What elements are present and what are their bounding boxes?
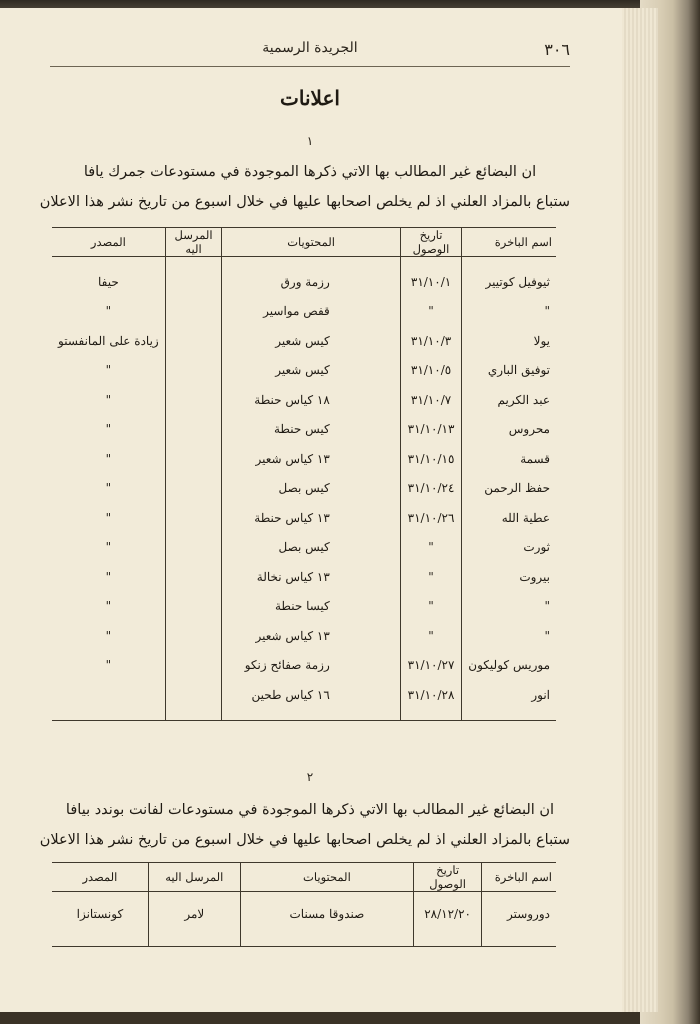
cell-source: " <box>105 392 112 407</box>
table-row <box>52 385 556 415</box>
cell-date: " <box>400 592 462 622</box>
cell-source: " <box>105 451 112 466</box>
cell-ship: عطية الله <box>462 503 556 533</box>
cell-ship: توفيق الباري <box>462 356 556 386</box>
page-header <box>50 38 570 67</box>
header-ship: اسم الباخرة <box>482 863 556 892</box>
header-source: المصدر <box>52 863 148 892</box>
section-title: اعلانات <box>280 86 340 110</box>
cell-ship: محروس <box>462 415 556 445</box>
header-date: تاريخ الوصول <box>414 863 482 892</box>
cell-ship: موريس كوليكون <box>462 651 556 681</box>
cell-contents: كيس شعير <box>222 326 400 356</box>
cell-date: ٣١/١٠/٣ <box>400 326 462 356</box>
cell-ship: " <box>462 297 556 327</box>
cell-ship: قسمة <box>462 444 556 474</box>
cell-consignee <box>165 474 222 504</box>
document-page <box>0 8 622 1012</box>
cell-date: ٣١/١٠/١ <box>400 267 462 297</box>
cell-source: " <box>105 363 112 378</box>
header-ship: اسم الباخرة <box>462 228 556 257</box>
cell-contents: كيسا حنطة <box>222 592 400 622</box>
table-row <box>52 267 556 297</box>
table-row <box>52 326 556 356</box>
notice-2-line-1: ان البضائع غير المطالب بها الاتي ذكرها الموجودة في مستودعات لفانت بوندد بيافا <box>65 802 555 818</box>
cell-consignee <box>165 444 222 474</box>
table-row <box>52 562 556 592</box>
table-row <box>52 892 556 947</box>
table-row <box>52 297 556 327</box>
cell-source: " <box>105 304 112 319</box>
cell-consignee <box>165 651 222 681</box>
cell-date: ٣١/١٠/٧ <box>400 385 462 415</box>
cell-contents: رزمة ورق <box>222 267 400 297</box>
header-consignee: المرسل اليه <box>165 228 222 257</box>
notice-1-number: ١ <box>306 134 314 148</box>
cell-date: ٣١/١٠/٢٦ <box>400 503 462 533</box>
cell-source: حيفا <box>97 274 119 289</box>
cell-ship: حفظ الرحمن <box>462 474 556 504</box>
notice-1-table-body <box>52 257 556 721</box>
cell-ship: ثورت <box>462 533 556 563</box>
cell-consignee <box>165 592 222 622</box>
cell-ship: دوروستر <box>482 892 556 947</box>
cell-date: " <box>400 533 462 563</box>
notice-1-table <box>52 227 556 721</box>
cell-source: " <box>105 658 112 673</box>
cell-contents: ١٣ كياس شعير <box>222 621 400 651</box>
header-contents: المحتويات <box>222 228 400 257</box>
table-row <box>52 680 556 720</box>
table-row <box>52 621 556 651</box>
cell-contents: ١٦ كياس طحين <box>222 680 400 720</box>
cell-consignee: لامر <box>148 892 240 947</box>
table-row <box>52 651 556 681</box>
cell-ship: انور <box>462 680 556 720</box>
cell-consignee <box>165 503 222 533</box>
cell-source: زيادة على المانفستو <box>58 333 159 348</box>
cell-contents: ١٣ كياس شعير <box>222 444 400 474</box>
cell-consignee <box>165 415 222 445</box>
table-header-row <box>52 228 556 257</box>
table-header-row <box>52 863 556 892</box>
cell-contents: ١٨ كياس حنطة <box>222 385 400 415</box>
cell-consignee <box>165 562 222 592</box>
cell-date: ٣١/١٠/١٥ <box>400 444 462 474</box>
cell-contents: ١٣ كياس حنطة <box>222 503 400 533</box>
cell-source: كونستانزا <box>52 892 148 947</box>
table-row <box>52 533 556 563</box>
cell-source: " <box>105 599 112 614</box>
cell-contents: صندوقا مسنات <box>240 892 413 947</box>
cell-consignee <box>165 621 222 651</box>
header-date: تاريخ الوصول <box>400 228 462 257</box>
cell-ship: عبد الكريم <box>462 385 556 415</box>
cell-date: ٢٨/١٢/٢٠ <box>414 892 482 947</box>
cell-consignee <box>165 326 222 356</box>
cell-date: ٣١/١٠/٥ <box>400 356 462 386</box>
notice-2-table-body <box>52 892 556 947</box>
cell-source: " <box>105 481 112 496</box>
header-source: المصدر <box>52 228 165 257</box>
notice-2-line-2: ستباع بالمزاد العلني اذ لم يخلص اصحابها عليها في خلال اسبوع من تاريخ نشر هذا الاعلان <box>39 832 570 848</box>
cell-consignee <box>165 267 222 297</box>
cell-contents: ١٣ كياس نخالة <box>222 562 400 592</box>
cell-consignee <box>165 356 222 386</box>
cell-source: " <box>105 569 112 584</box>
notice-2-number: ٢ <box>306 770 314 784</box>
cell-date: " <box>400 562 462 592</box>
cell-consignee <box>165 533 222 563</box>
cell-ship: بيروت <box>462 562 556 592</box>
header-contents: المحتويات <box>240 863 413 892</box>
cell-ship: يولا <box>462 326 556 356</box>
table-spacer-row <box>52 257 556 268</box>
cell-consignee <box>165 297 222 327</box>
cell-contents: كيس بصل <box>222 474 400 504</box>
cell-date: " <box>400 297 462 327</box>
notice-2-table <box>52 862 556 947</box>
cell-date: ٣١/١٠/٢٨ <box>400 680 462 720</box>
cell-consignee <box>165 680 222 720</box>
table-row <box>52 444 556 474</box>
table-row <box>52 474 556 504</box>
journal-title: الجريدة الرسمية <box>262 40 358 56</box>
notice-1-line-2: ستباع بالمزاد العلني اذ لم يخلص اصحابها عليها في خلال اسبوع من تاريخ نشر هذا الاعلان <box>39 194 570 210</box>
table-row <box>52 503 556 533</box>
cell-source: " <box>105 422 112 437</box>
cell-ship: " <box>462 621 556 651</box>
cell-contents: كيس حنطة <box>222 415 400 445</box>
cell-date: ٣١/١٠/٢٧ <box>400 651 462 681</box>
cell-source <box>52 680 165 720</box>
cell-date: ٣١/١٠/١٣ <box>400 415 462 445</box>
cell-contents: رزمة صفائح زنكو <box>222 651 400 681</box>
cell-consignee <box>165 385 222 415</box>
cell-contents: كيس بصل <box>222 533 400 563</box>
cell-date: ٣١/١٠/٢٤ <box>400 474 462 504</box>
table-row <box>52 592 556 622</box>
cell-ship: " <box>462 592 556 622</box>
table-row <box>52 356 556 386</box>
header-consignee: المرسل اليه <box>148 863 240 892</box>
cell-date: " <box>400 621 462 651</box>
table-row <box>52 415 556 445</box>
cell-source: " <box>105 628 112 643</box>
cell-ship: ثيوفيل كوتيير <box>462 267 556 297</box>
page-edges <box>618 8 658 1012</box>
page-number: ٣٠٦ <box>544 40 570 59</box>
cell-source: " <box>105 540 112 555</box>
notice-1-line-1: ان البضائع غير المطالب بها الاتي ذكرها الموجودة في مستودعات جمرك يافا <box>83 164 537 180</box>
cell-source: " <box>105 510 112 525</box>
cell-contents: قفص مواسير <box>222 297 400 327</box>
cell-contents: كيس شعير <box>222 356 400 386</box>
